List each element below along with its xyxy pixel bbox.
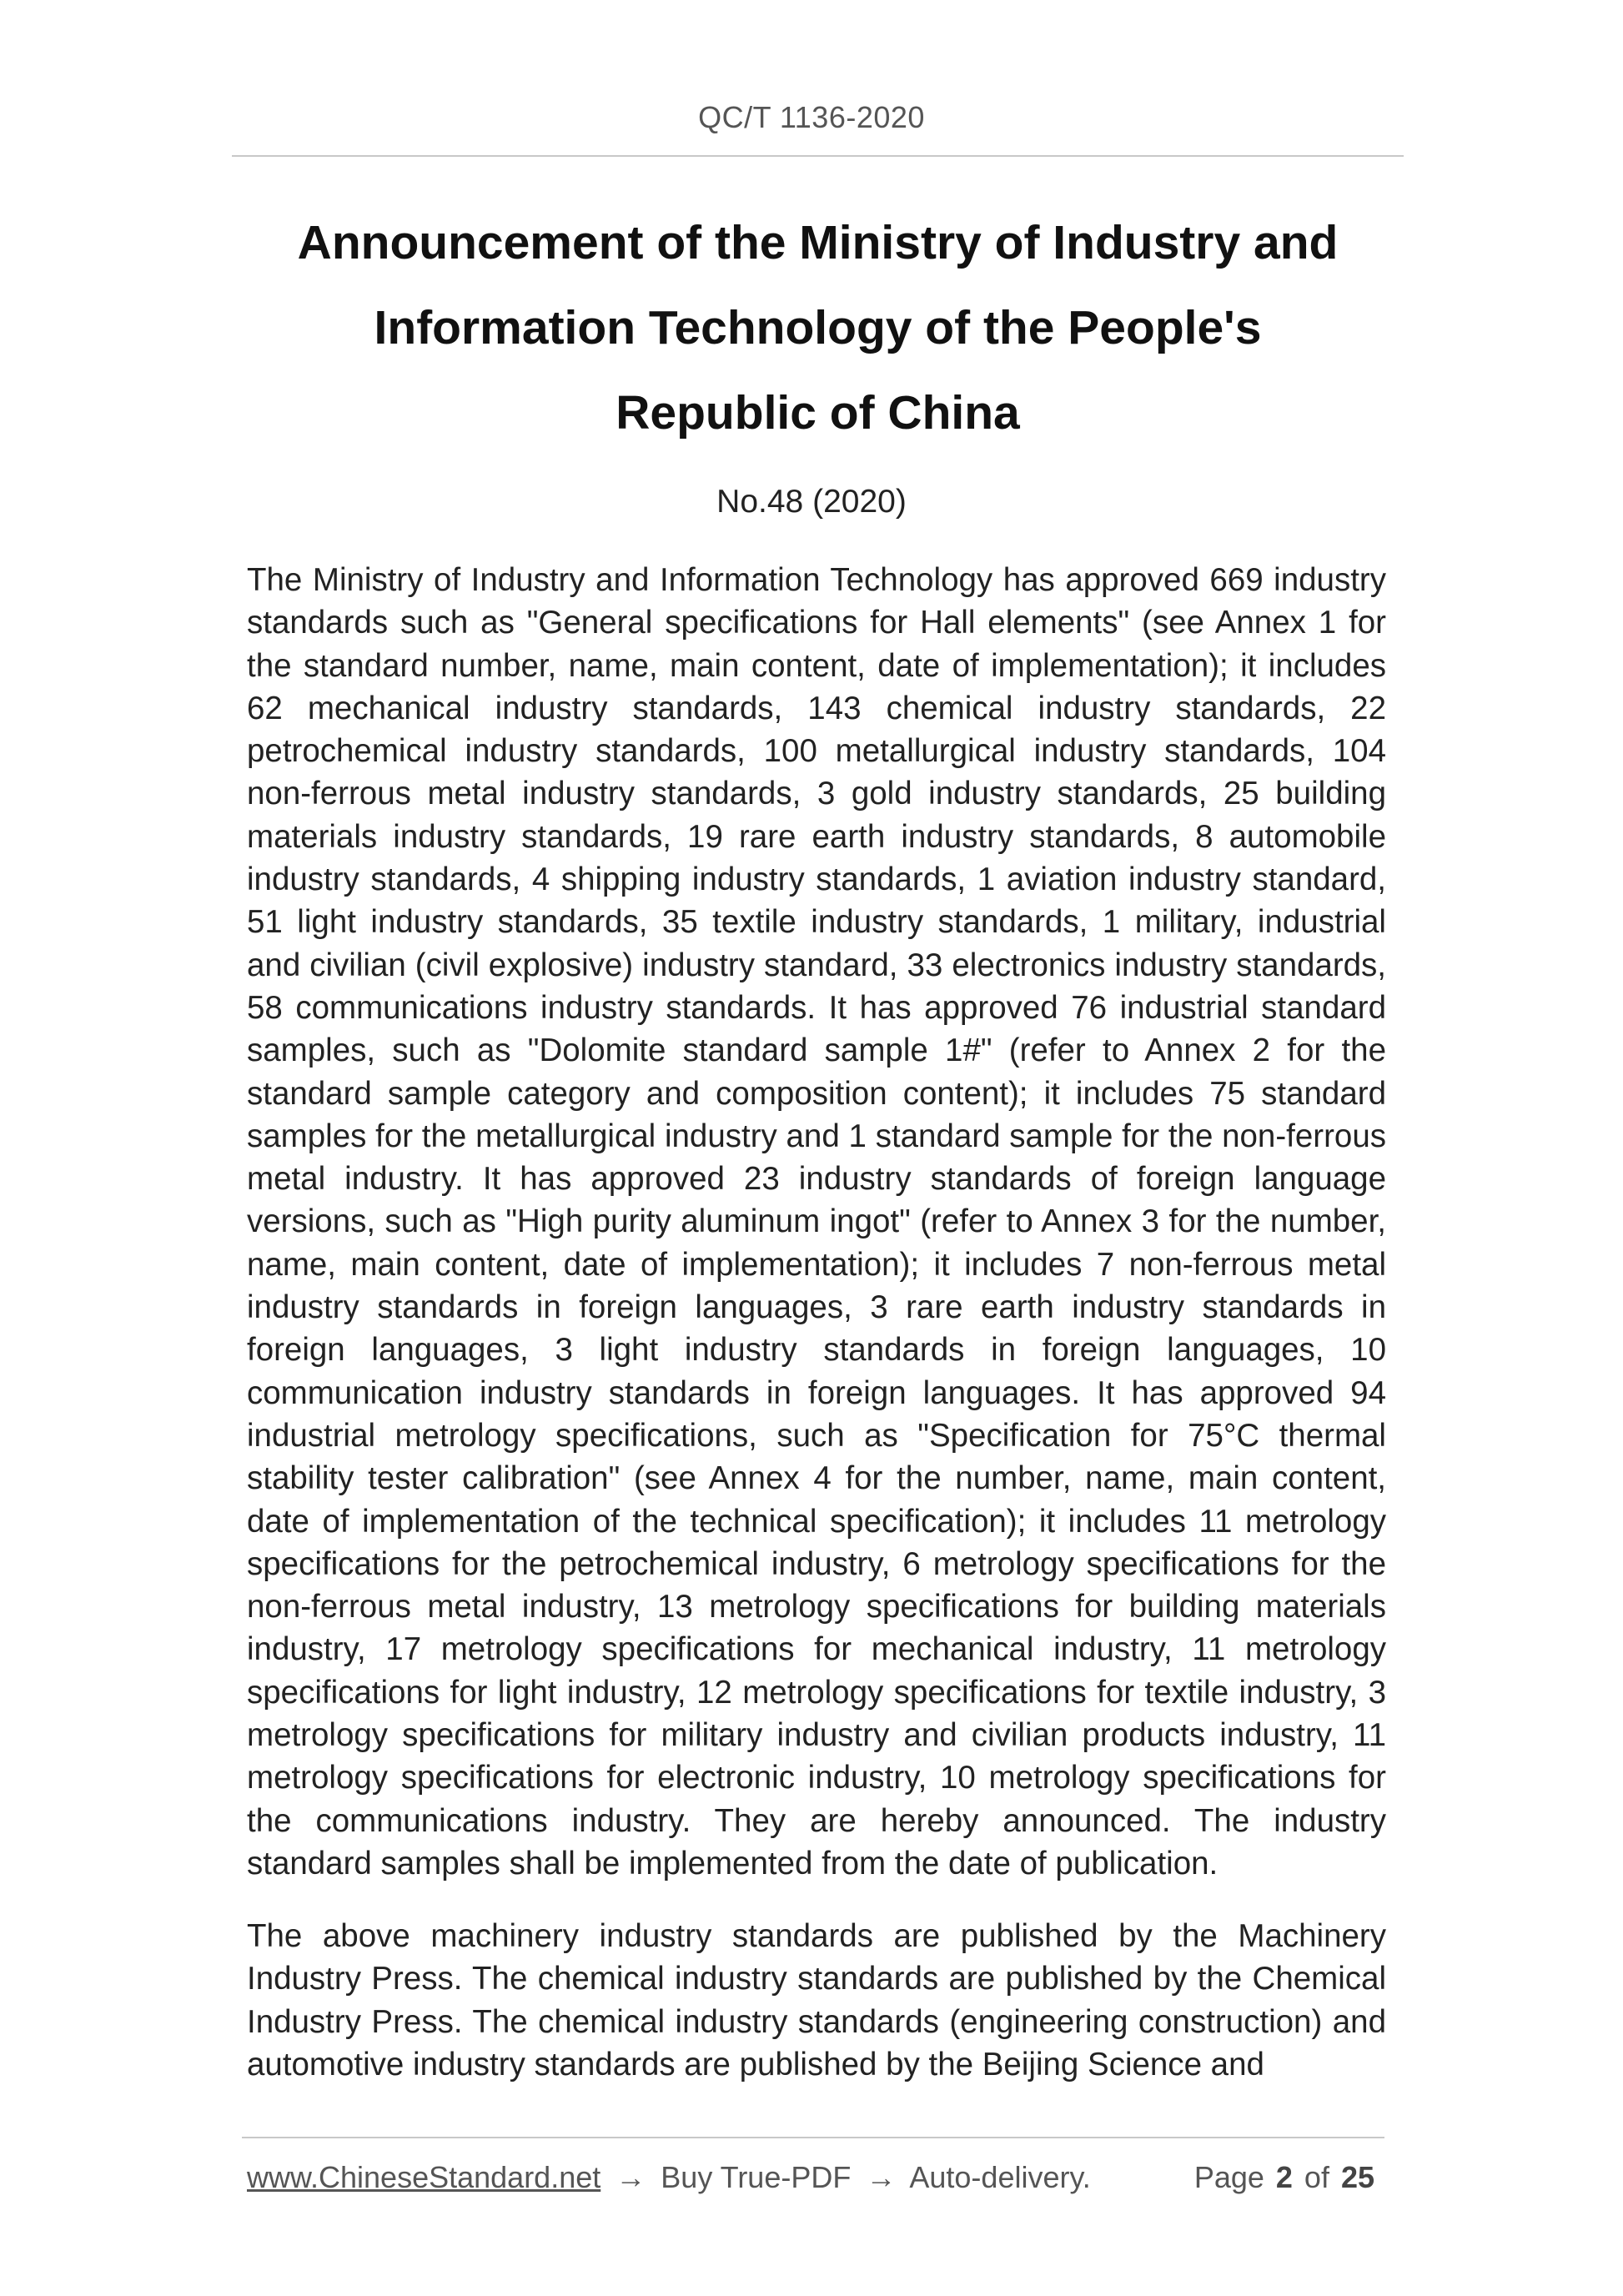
footer-step-delivery: Auto-delivery. xyxy=(909,2160,1091,2194)
header-divider xyxy=(232,155,1404,157)
document-code-header: QC/T 1136-2020 xyxy=(698,100,925,134)
page-of-label: of xyxy=(1304,2160,1329,2194)
footer-divider xyxy=(242,2137,1384,2138)
arrow-right-icon: → xyxy=(866,2160,897,2194)
arrow-right-icon: → xyxy=(616,2160,646,2194)
page-total: 25 xyxy=(1340,2160,1374,2194)
body-paragraph-2: The above machinery industry standards are published by the Machinery Industry Press. The chemical industry standards are published by the Chemical Industry Press. The chemical industry standards (engineering construction) and automotive industry standards are published by the Beijing Science and xyxy=(247,1918,1386,2082)
page-label: Page xyxy=(1193,2160,1264,2194)
title-line-3: Republic of China xyxy=(616,386,1020,440)
footer-promo xyxy=(247,2160,1091,2195)
page-footer xyxy=(247,2160,1386,2202)
page-current: 2 xyxy=(1275,2160,1293,2194)
announcement-number: No.48 (2020) xyxy=(716,484,907,520)
footer-step-buy: Buy True-PDF xyxy=(661,2160,852,2194)
title-line-2: Information Technology of the People's xyxy=(374,301,1262,354)
website-link[interactable]: www.ChineseStandard.net xyxy=(247,2160,601,2194)
page-indicator xyxy=(1194,2160,1374,2195)
document-title xyxy=(232,200,1404,455)
title-line-1: Announcement of the Ministry of Industry and xyxy=(297,216,1339,269)
body-paragraph-1: The Ministry of Industry and Information Technology has approved 669 industry standards such as "General specifications for Hall elements" (see Annex 1 for the standard number, name, main content, date of implementation); it includes 62 mechanical industry standards, 143 chemical industry standards, 22 petrochemical industry standards, 100 metallurgical industry standards, 104 non-ferrous metal industry standards, 3 gold industry standards, 25 building materials industry standards, 19 rare earth industry standards, 8 automobile industry standards, 4 shipping industry standards, 1 aviation industry standard, 51 light industry standards, 35 textile industry standards, 1 military, industrial and civilian (civil explosive) industry standard, 33 electronics industry standards, 58 communications industry standards. It has approved 76 industrial standard samples, such as "Dolomite standard sample 1#" (refer to Annex 2 for the standard sample category and composition content); it includes 75 standard samples for the metallurgical industry and 1 standard sample for the non-ferrous metal industry. It has approved 23 industry standards of foreign language versions, such as "High purity aluminum ingot" (refer to Annex 3 for the number, name, main content, date of implementation); it includes 7 non-ferrous metal industry standards in foreign languages, 3 rare earth industry standards in foreign languages, 3 light industry standards in foreign languages, 10 communication industry standards in foreign languages. It has approved 94 industrial metrology specifications, such as "Specification for 75°C thermal stability tester calibration" (see Annex 4 for the number, name, main content, date of implementation of the technical specification); it includes 11 metrology specifications for the petrochemical industry, 6 metrology specifications for the non-ferrous metal industry, 13 metrology specifications for building materials industry, 17 metrology specifications for mechanical industry, 11 metrology specifications for light industry, 12 metrology specifications for textile industry, 3 metrology specifications for military industry and civilian products industry, 11 metrology specifications for electronic industry, 10 metrology specifications for the communications industry. They are hereby announced. The industry standard samples shall be implemented from the date of publication. xyxy=(247,562,1386,1882)
